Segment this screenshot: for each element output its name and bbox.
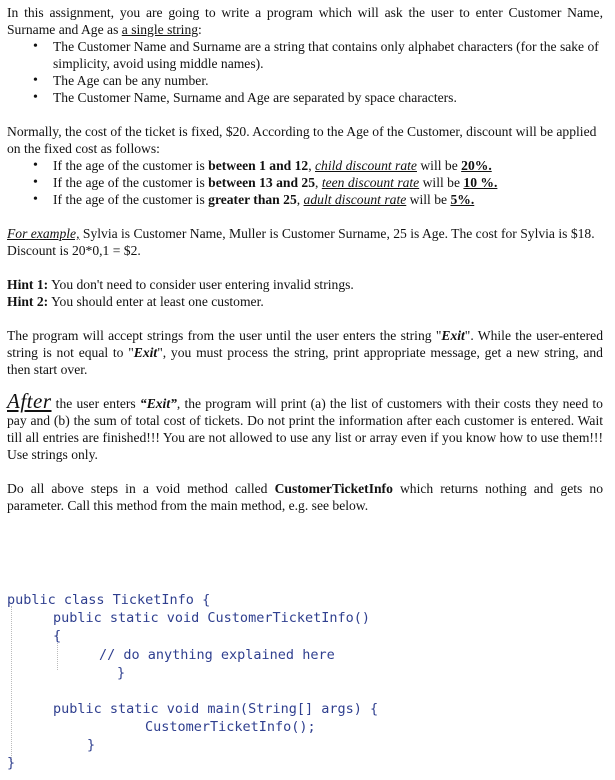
list-item: • If the age of the customer is greater than 25, adult discount rate will be 5%. (7, 191, 603, 208)
code-line: public static void CustomerTicketInfo() (53, 610, 370, 626)
code-line: } (117, 665, 126, 681)
list-item: • The Customer Name and Surname are a string that contains only alphabet characters (for the sake of simplicity, avoid using middle names). (7, 38, 603, 72)
code-line: public class TicketInfo { (7, 592, 211, 608)
cost-paragraph: Normally, the cost of the ticket is fixed, $20. According to the Age of the Customer, discount will be applied on the fixed cost as follows: (7, 124, 597, 156)
list-item: • The Customer Name, Surname and Age are separated by space characters. (7, 89, 603, 106)
code-line: } (87, 737, 96, 753)
loop-paragraph: The program will accept strings from the user until the user enters the string "Exit". While the user-entered string is not equal to "Exit", you must process the string, print appropriate message, get a new string, and then start over. (7, 328, 603, 377)
list-item: • The Age can be any number. (7, 72, 603, 89)
indent-guide (11, 606, 12, 762)
hint-2: Hint 2: You should enter at least one customer. (7, 294, 264, 309)
code-line: // do anything explained here (99, 647, 335, 663)
code-line: { (53, 628, 62, 644)
code-line: CustomerTicketInfo(); (145, 719, 316, 735)
assignment-document (7, 4, 603, 514)
list-item: • If the age of the customer is between 1 and 12, child discount rate will be 20%. (7, 157, 603, 174)
intro-paragraph: In this assignment, you are going to write a program which will ask the user to enter Customer Name, Surname and Age as a single string: (7, 5, 603, 37)
after-paragraph: After the user enters “Exit”, the program will print (a) the list of customers with their costs they need to pay and (b) the sum of total cost of tickets. Do not print the information after each customer is entered. Wait till all entries are finished!!! You are not allowed to use any list or array even if you know how to use them!!! Use strings only. (7, 389, 603, 462)
list-item: • If the age of the customer is between 13 and 25, teen discount rate will be 10 %. (7, 174, 603, 191)
method-paragraph: Do all above steps in a void method called CustomerTicketInfo which returns nothing and gets no parameter. Call this method from the main method, e.g. see below. (7, 481, 603, 513)
input-format-list (7, 38, 603, 106)
code-line: } (7, 755, 16, 771)
discount-rules-list (7, 157, 603, 208)
code-line: public static void main(String[] args) { (53, 701, 379, 717)
hint-1: Hint 1: You don't need to consider user entering invalid strings. (7, 277, 354, 292)
example-paragraph: For example, Sylvia is Customer Name, Muller is Customer Surname, 25 is Age. The cost for Sylvia is $18. Discount is 20*0,1 = $2. (7, 226, 595, 258)
